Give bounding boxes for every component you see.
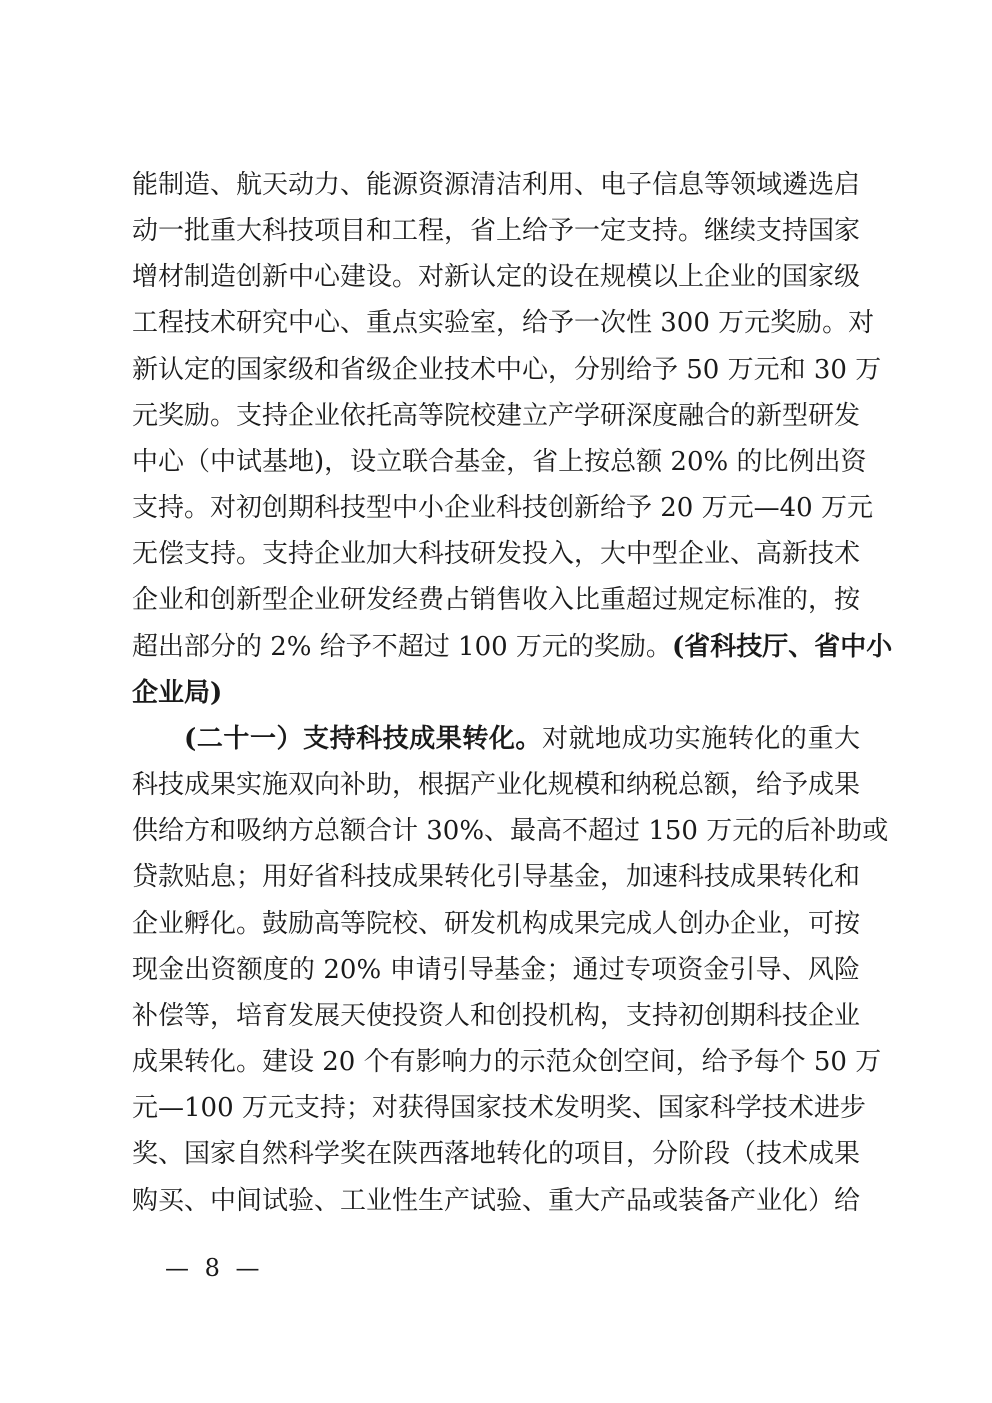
text-line: 购买、中间试验、工业性生产试验、重大产品或装备产业化）给 <box>132 1186 861 1216</box>
text-line: 科技成果实施双向补助，根据产业化规模和纳税总额，给予成果 <box>132 770 861 800</box>
section-heading-line <box>184 719 860 759</box>
text-segment: 对就地成功实施转化的重大 <box>541 724 860 754</box>
section-heading: (二十一）支持科技成果转化。 <box>184 724 542 754</box>
text-segment: 超出部分的 2% 给予不超过 100 万元的奖励。 <box>132 632 672 662</box>
text-line: 成果转化。建设 20 个有影响力的示范众创空间，给予每个 50 万 <box>132 1047 882 1077</box>
text-line: 奖、国家自然科学奖在陕西落地转化的项目，分阶段（技术成果 <box>132 1139 861 1169</box>
text-line: 中心（中试基地)，设立联合基金，省上按总额 20% 的比例出资 <box>132 447 867 477</box>
text-line: 现金出资额度的 20% 申请引导基金；通过专项资金引导、风险 <box>132 955 860 985</box>
agency-note: (省科技厅、省中小 <box>671 632 893 662</box>
text-line: 增材制造创新中心建设。对新认定的设在规模以上企业的国家级 <box>132 262 861 292</box>
text-line: 供给方和吸纳方总额合计 30%、最高不超过 150 万元的后补助或 <box>132 816 889 846</box>
text-line: 无偿支持。支持企业加大科技研发投入，大中型企业、高新技术 <box>132 539 861 569</box>
text-line: 企业孵化。鼓励高等院校、研发机构成果完成人创办企业，可按 <box>132 909 861 939</box>
text-line <box>132 627 893 667</box>
text-line: 动一批重大科技项目和工程，省上给予一定支持。继续支持国家 <box>132 216 861 246</box>
text-line: 元—100 万元支持；对获得国家技术发明奖、国家科学技术进步 <box>132 1093 866 1123</box>
text-line: 贷款贴息；用好省科技成果转化引导基金，加速科技成果转化和 <box>132 862 861 892</box>
page-number: — 8 — <box>165 1254 264 1282</box>
text-line: 支持。对初创期科技型中小企业科技创新给予 20 万元—40 万元 <box>132 493 873 523</box>
text-line: 工程技术研究中心、重点实验室，给予一次性 300 万元奖励。对 <box>132 308 875 338</box>
text-line: 补偿等，培育发展天使投资人和创投机构，支持初创期科技企业 <box>132 1001 861 1031</box>
text-line: 元奖励。支持企业依托高等院校建立产学研深度融合的新型研发 <box>132 401 861 431</box>
text-line: 能制造、航天动力、能源资源清洁利用、电子信息等领域遴选启 <box>132 170 861 200</box>
agency-note-end: 企业局) <box>132 678 223 708</box>
text-line: 新认定的国家级和省级企业技术中心，分别给予 50 万元和 30 万 <box>132 355 882 385</box>
text-line: 企业和创新型企业研发经费占销售收入比重超过规定标准的，按 <box>132 585 861 615</box>
